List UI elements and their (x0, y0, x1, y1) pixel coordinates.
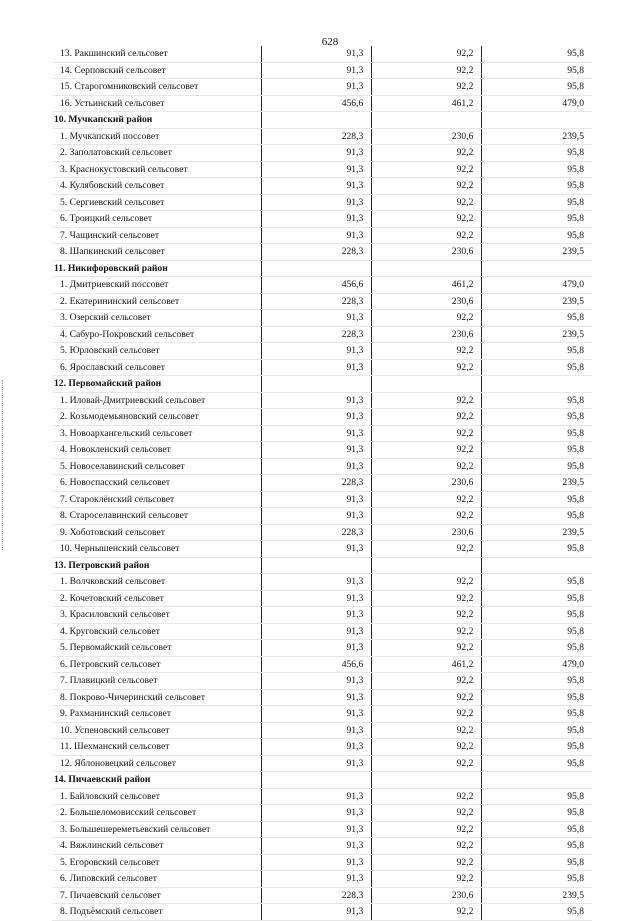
value-cell-3: 95,8 (482, 871, 592, 888)
value-cell-2: 92,2 (372, 409, 482, 426)
value-cell-3: 95,8 (482, 359, 592, 376)
settlement-name-cell: 8. Шапкинский сельсовет (52, 244, 262, 261)
value-cell-3: 239,5 (482, 293, 592, 310)
table-row (52, 293, 592, 310)
value-cell-3: 479,0 (482, 95, 592, 112)
value-cell-2: 92,2 (372, 805, 482, 822)
value-cell-2: 92,2 (372, 755, 482, 772)
value-cell-3: 95,8 (482, 211, 592, 228)
settlement-name-cell: 4. Новокленский сельсовет (52, 442, 262, 459)
value-cell-1: 91,3 (262, 46, 372, 62)
value-cell-3: 95,8 (482, 854, 592, 871)
value-cell-2: 92,2 (372, 227, 482, 244)
settlement-name-cell: 2. Кочетовский сельсовет (52, 590, 262, 607)
value-cell-2: 92,2 (372, 392, 482, 409)
value-cell-2: 92,2 (372, 640, 482, 657)
table-row (52, 310, 592, 327)
table-row (52, 458, 592, 475)
value-cell-2: 230,6 (372, 887, 482, 904)
value-cell-3: 95,8 (482, 178, 592, 195)
value-cell-1: 91,3 (262, 508, 372, 525)
value-cell-1: 91,3 (262, 491, 372, 508)
table-row (52, 145, 592, 162)
value-cell-1 (262, 376, 372, 393)
value-cell-1 (262, 260, 372, 277)
value-cell-2: 92,2 (372, 442, 482, 459)
value-cell-2: 92,2 (372, 607, 482, 624)
value-cell-2: 230,6 (372, 524, 482, 541)
value-cell-3: 95,8 (482, 755, 592, 772)
settlement-name-cell: 3. Краснокустовский сельсовет (52, 161, 262, 178)
value-cell-2: 92,2 (372, 343, 482, 360)
value-cell-2: 230,6 (372, 244, 482, 261)
value-cell-1: 91,3 (262, 673, 372, 690)
value-cell-2: 92,2 (372, 46, 482, 62)
table-row (52, 46, 592, 62)
table-row (52, 755, 592, 772)
settlement-name-cell: 9. Хоботовский сельсовет (52, 524, 262, 541)
value-cell-1: 91,3 (262, 145, 372, 162)
table-row (52, 326, 592, 343)
value-cell-3: 95,8 (482, 590, 592, 607)
value-cell-3: 239,5 (482, 524, 592, 541)
value-cell-3: 95,8 (482, 640, 592, 657)
value-cell-3: 239,5 (482, 128, 592, 145)
settlement-name-cell: 1. Мучкапский поссовет (52, 128, 262, 145)
value-cell-3: 95,8 (482, 739, 592, 756)
value-cell-2: 92,2 (372, 854, 482, 871)
table-row (52, 574, 592, 591)
table-row (52, 409, 592, 426)
settlement-name-cell: 13. Ракшинский сельсовет (52, 46, 262, 62)
value-cell-2: 92,2 (372, 425, 482, 442)
value-cell-2: 230,6 (372, 475, 482, 492)
value-cell-1: 228,3 (262, 326, 372, 343)
value-cell-3: 95,8 (482, 706, 592, 723)
district-heading-row (52, 376, 592, 393)
table-row (52, 904, 592, 921)
settlement-name-cell: 10. Успеновский сельсовет (52, 722, 262, 739)
value-cell-2: 461,2 (372, 656, 482, 673)
table-row (52, 227, 592, 244)
margin-mark (2, 380, 7, 550)
table-row (52, 689, 592, 706)
value-cell-3: 95,8 (482, 491, 592, 508)
value-cell-2: 92,2 (372, 161, 482, 178)
value-cell-3: 95,8 (482, 46, 592, 62)
allocation-table (52, 46, 592, 921)
value-cell-1: 91,3 (262, 623, 372, 640)
table-row (52, 590, 592, 607)
value-cell-2: 92,2 (372, 310, 482, 327)
table-row (52, 277, 592, 294)
value-cell-2: 92,2 (372, 788, 482, 805)
value-cell-3 (482, 260, 592, 277)
table-row (52, 79, 592, 96)
table-row (52, 475, 592, 492)
value-cell-1: 91,3 (262, 178, 372, 195)
value-cell-3 (482, 376, 592, 393)
value-cell-1: 91,3 (262, 343, 372, 360)
table-row (52, 442, 592, 459)
settlement-name-cell: 15. Старогомниковский сельсовет (52, 79, 262, 96)
settlement-name-cell: 3. Красиловский сельсовет (52, 607, 262, 624)
table-row (52, 673, 592, 690)
value-cell-2: 92,2 (372, 62, 482, 79)
table-row (52, 343, 592, 360)
value-cell-2: 92,2 (372, 458, 482, 475)
settlement-name-cell: 10. Чернышенский сельсовет (52, 541, 262, 558)
value-cell-3: 95,8 (482, 673, 592, 690)
table-row (52, 95, 592, 112)
value-cell-3: 95,8 (482, 310, 592, 327)
settlement-name-cell: 1. Волчковский сельсовет (52, 574, 262, 591)
district-heading: 11. Никифоровский район (52, 260, 262, 277)
value-cell-1: 91,3 (262, 640, 372, 657)
district-heading-row (52, 772, 592, 789)
value-cell-3: 239,5 (482, 244, 592, 261)
value-cell-1: 91,3 (262, 706, 372, 723)
table-row (52, 838, 592, 855)
settlement-name-cell: 5. Сергиевский сельсовет (52, 194, 262, 211)
value-cell-1: 91,3 (262, 79, 372, 96)
table-row (52, 491, 592, 508)
settlement-name-cell: 7. Чащинский сельсовет (52, 227, 262, 244)
value-cell-3: 95,8 (482, 409, 592, 426)
settlement-name-cell: 6. Новоспасский сельсовет (52, 475, 262, 492)
district-heading: 10. Мучкапский район (52, 112, 262, 129)
page-number: 628 (321, 36, 339, 48)
value-cell-2: 92,2 (372, 194, 482, 211)
value-cell-1: 228,3 (262, 244, 372, 261)
district-heading-row (52, 260, 592, 277)
value-cell-2: 92,2 (372, 541, 482, 558)
settlement-name-cell: 2. Заполатовский сельсовет (52, 145, 262, 162)
value-cell-2: 92,2 (372, 491, 482, 508)
value-cell-3: 95,8 (482, 805, 592, 822)
table-row (52, 640, 592, 657)
value-cell-1: 91,3 (262, 409, 372, 426)
value-cell-2: 92,2 (372, 211, 482, 228)
settlement-name-cell: 14. Серповский сельсовет (52, 62, 262, 79)
value-cell-3: 95,8 (482, 689, 592, 706)
value-cell-1 (262, 557, 372, 574)
settlement-name-cell: 2. Екатерининский сельсовет (52, 293, 262, 310)
settlement-name-cell: 2. Большеломовисский сельсовет (52, 805, 262, 822)
settlement-name-cell: 8. Подъёмский сельсовет (52, 904, 262, 921)
value-cell-2 (372, 260, 482, 277)
table-row (52, 62, 592, 79)
table-row (52, 805, 592, 822)
value-cell-3: 95,8 (482, 62, 592, 79)
value-cell-1: 91,3 (262, 211, 372, 228)
value-cell-3: 95,8 (482, 574, 592, 591)
settlement-name-cell: 7. Плавицкий сельсовет (52, 673, 262, 690)
value-cell-1 (262, 772, 372, 789)
table-row (52, 211, 592, 228)
value-cell-1: 91,3 (262, 838, 372, 855)
value-cell-2: 230,6 (372, 128, 482, 145)
value-cell-2: 92,2 (372, 623, 482, 640)
district-heading-row (52, 557, 592, 574)
value-cell-1: 91,3 (262, 62, 372, 79)
table-row (52, 392, 592, 409)
district-heading: 13. Петровский район (52, 557, 262, 574)
settlement-name-cell: 11. Шехманский сельсовет (52, 739, 262, 756)
value-cell-3: 95,8 (482, 788, 592, 805)
value-cell-1: 228,3 (262, 524, 372, 541)
value-cell-1: 91,3 (262, 904, 372, 921)
table-row (52, 854, 592, 871)
table-row (52, 623, 592, 640)
settlement-name-cell: 7. Староклёнский сельсовет (52, 491, 262, 508)
value-cell-3: 95,8 (482, 161, 592, 178)
settlement-name-cell: 1. Иловай-Дмитриевский сельсовет (52, 392, 262, 409)
settlement-name-cell: 5. Егоровский сельсовет (52, 854, 262, 871)
value-cell-2: 92,2 (372, 689, 482, 706)
settlement-name-cell: 4. Вяжлинский сельсовет (52, 838, 262, 855)
value-cell-3: 95,8 (482, 392, 592, 409)
value-cell-2: 230,6 (372, 326, 482, 343)
settlement-name-cell: 5. Первомайский сельсовет (52, 640, 262, 657)
settlement-name-cell: 3. Большешереметьевский сельсовет (52, 821, 262, 838)
value-cell-2 (372, 376, 482, 393)
value-cell-1: 91,3 (262, 739, 372, 756)
settlement-name-cell: 1. Дмитриевский поссовет (52, 277, 262, 294)
value-cell-1: 91,3 (262, 458, 372, 475)
district-heading-row (52, 112, 592, 129)
value-cell-1: 91,3 (262, 854, 372, 871)
value-cell-3: 95,8 (482, 145, 592, 162)
table-row (52, 524, 592, 541)
value-cell-1: 91,3 (262, 590, 372, 607)
value-cell-3: 239,5 (482, 475, 592, 492)
value-cell-1: 456,6 (262, 656, 372, 673)
value-cell-3: 95,8 (482, 607, 592, 624)
value-cell-2 (372, 112, 482, 129)
value-cell-1: 91,3 (262, 310, 372, 327)
table-row (52, 887, 592, 904)
value-cell-1: 91,3 (262, 161, 372, 178)
value-cell-1: 456,6 (262, 277, 372, 294)
value-cell-2: 92,2 (372, 508, 482, 525)
value-cell-3: 95,8 (482, 458, 592, 475)
value-cell-2: 92,2 (372, 838, 482, 855)
table-row (52, 128, 592, 145)
value-cell-3: 95,8 (482, 508, 592, 525)
value-cell-1: 91,3 (262, 788, 372, 805)
value-cell-1: 91,3 (262, 871, 372, 888)
table-row (52, 821, 592, 838)
settlement-name-cell: 1. Байловский сельсовет (52, 788, 262, 805)
value-cell-2: 92,2 (372, 359, 482, 376)
value-cell-1: 91,3 (262, 541, 372, 558)
value-cell-2: 92,2 (372, 706, 482, 723)
table-row (52, 706, 592, 723)
value-cell-2 (372, 557, 482, 574)
value-cell-1: 91,3 (262, 805, 372, 822)
settlement-name-cell: 4. Круговский сельсовет (52, 623, 262, 640)
value-cell-3: 95,8 (482, 227, 592, 244)
value-cell-2: 92,2 (372, 178, 482, 195)
value-cell-2: 92,2 (372, 904, 482, 921)
value-cell-1: 91,3 (262, 359, 372, 376)
value-cell-2: 92,2 (372, 145, 482, 162)
value-cell-1: 91,3 (262, 821, 372, 838)
settlement-name-cell: 16. Устьинский сельсовет (52, 95, 262, 112)
value-cell-2: 92,2 (372, 722, 482, 739)
value-cell-1: 91,3 (262, 392, 372, 409)
value-cell-3 (482, 557, 592, 574)
settlement-name-cell: 6. Ярославский сельсовет (52, 359, 262, 376)
table-row (52, 161, 592, 178)
settlement-name-cell: 5. Юрловский сельсовет (52, 343, 262, 360)
value-cell-2: 92,2 (372, 79, 482, 96)
settlement-name-cell: 4. Кулябовский сельсовет (52, 178, 262, 195)
value-cell-1: 91,3 (262, 689, 372, 706)
value-cell-1: 456,6 (262, 95, 372, 112)
settlement-name-cell: 8. Староселавинский сельсовет (52, 508, 262, 525)
value-cell-3: 95,8 (482, 838, 592, 855)
value-cell-1: 91,3 (262, 722, 372, 739)
value-cell-3 (482, 112, 592, 129)
settlement-name-cell: 3. Озерский сельсовет (52, 310, 262, 327)
value-cell-2: 461,2 (372, 95, 482, 112)
value-cell-2: 92,2 (372, 871, 482, 888)
value-cell-1: 91,3 (262, 425, 372, 442)
value-cell-2: 92,2 (372, 673, 482, 690)
value-cell-3: 239,5 (482, 887, 592, 904)
table-row (52, 722, 592, 739)
value-cell-1: 228,3 (262, 128, 372, 145)
value-cell-3: 239,5 (482, 326, 592, 343)
table-row (52, 607, 592, 624)
value-cell-2 (372, 772, 482, 789)
table-row (52, 871, 592, 888)
settlement-name-cell: 6. Троицкий сельсовет (52, 211, 262, 228)
value-cell-3: 95,8 (482, 79, 592, 96)
settlement-name-cell: 5. Новоселавинский сельсовет (52, 458, 262, 475)
value-cell-2: 230,6 (372, 293, 482, 310)
settlement-name-cell: 7. Пичаевский сельсовет (52, 887, 262, 904)
value-cell-2: 92,2 (372, 590, 482, 607)
table-row (52, 244, 592, 261)
value-cell-1: 228,3 (262, 887, 372, 904)
value-cell-3: 95,8 (482, 541, 592, 558)
settlement-name-cell: 9. Рахманинский сельсовет (52, 706, 262, 723)
district-heading: 14. Пичаевский район (52, 772, 262, 789)
value-cell-3: 95,8 (482, 194, 592, 211)
value-cell-2: 92,2 (372, 574, 482, 591)
value-cell-3: 95,8 (482, 425, 592, 442)
table-row (52, 788, 592, 805)
settlement-name-cell: 4. Сабуро-Покровский сельсовет (52, 326, 262, 343)
value-cell-3: 95,8 (482, 442, 592, 459)
value-cell-3: 479,0 (482, 277, 592, 294)
table-row (52, 178, 592, 195)
value-cell-3: 95,8 (482, 623, 592, 640)
value-cell-2: 461,2 (372, 277, 482, 294)
table-row (52, 425, 592, 442)
value-cell-1: 228,3 (262, 475, 372, 492)
table-row (52, 541, 592, 558)
value-cell-1: 228,3 (262, 293, 372, 310)
value-cell-3: 95,8 (482, 722, 592, 739)
table-row (52, 656, 592, 673)
district-heading: 12. Первомайский район (52, 376, 262, 393)
value-cell-2: 92,2 (372, 739, 482, 756)
table-row (52, 359, 592, 376)
value-cell-1: 91,3 (262, 607, 372, 624)
value-cell-2: 92,2 (372, 821, 482, 838)
settlement-name-cell: 8. Покрово-Чичеринский сельсовет (52, 689, 262, 706)
value-cell-1: 91,3 (262, 755, 372, 772)
settlement-name-cell: 6. Липовский сельсовет (52, 871, 262, 888)
value-cell-3: 95,8 (482, 821, 592, 838)
value-cell-3: 95,8 (482, 904, 592, 921)
settlement-name-cell: 3. Новоархангельский сельсовет (52, 425, 262, 442)
settlement-name-cell: 6. Петровский сельсовет (52, 656, 262, 673)
value-cell-1: 91,3 (262, 194, 372, 211)
settlement-name-cell: 2. Козьмодемьяновский сельсовет (52, 409, 262, 426)
value-cell-3: 95,8 (482, 343, 592, 360)
settlement-name-cell: 12. Яблоновецкий сельсовет (52, 755, 262, 772)
value-cell-3: 479,0 (482, 656, 592, 673)
table-row (52, 739, 592, 756)
value-cell-1 (262, 112, 372, 129)
value-cell-1: 91,3 (262, 574, 372, 591)
value-cell-1: 91,3 (262, 442, 372, 459)
table-row (52, 194, 592, 211)
table-row (52, 508, 592, 525)
value-cell-1: 91,3 (262, 227, 372, 244)
value-cell-3 (482, 772, 592, 789)
